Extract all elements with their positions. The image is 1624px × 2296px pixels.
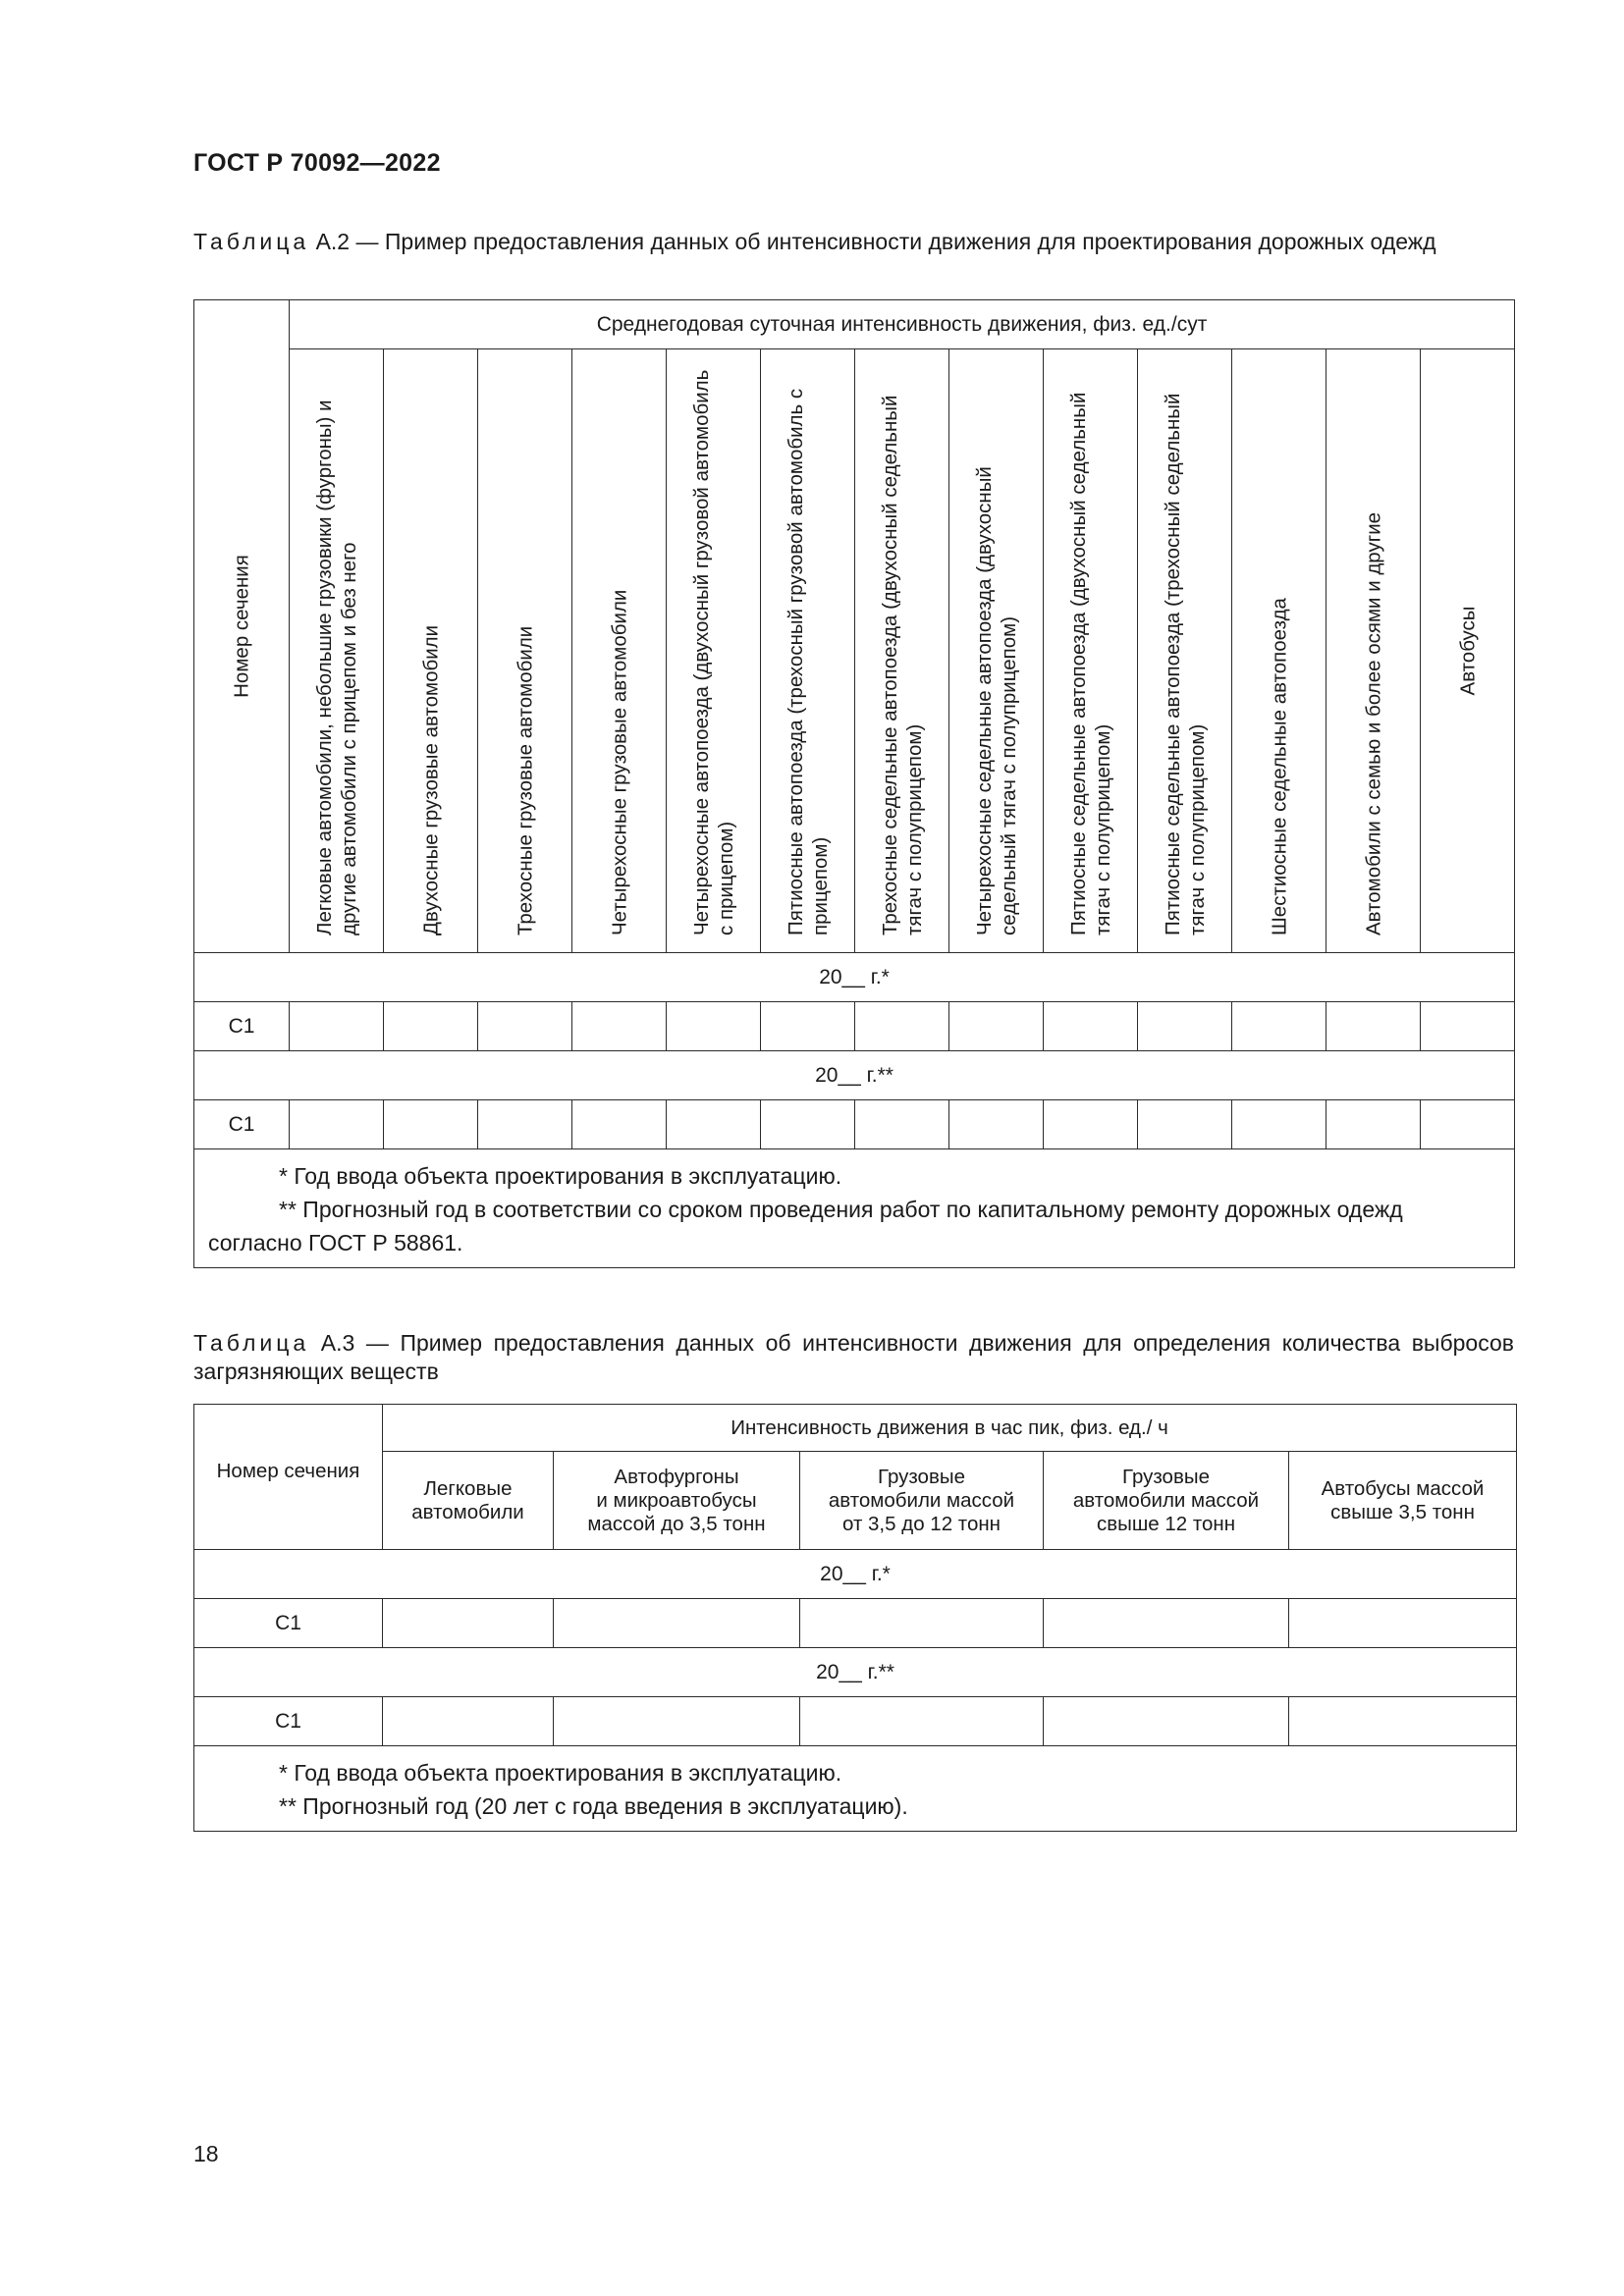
column-header (478, 349, 572, 953)
table-a3-notes (194, 1746, 1517, 1832)
year-row: 20__ г.* (194, 1550, 1517, 1599)
column-header (800, 1452, 1044, 1550)
table-a3-caption-text: А.3 — Пример предоставления данных об интенсивности движения для определения количества выбросов загрязняющих веществ (193, 1330, 1514, 1384)
data-cell (800, 1697, 1044, 1746)
data-cell (554, 1697, 800, 1746)
column-header (761, 349, 855, 953)
data-cell (800, 1599, 1044, 1648)
column-header-label: Четырехосные грузовые автомобили (608, 589, 630, 935)
data-cell (1044, 1100, 1138, 1149)
group-header: Интенсивность движения в час пик, физ. ед./ ч (383, 1405, 1517, 1452)
year-row: 20__ г.* (194, 953, 1515, 1002)
table-a2-caption-label: Таблица (193, 229, 310, 254)
table-row (194, 1599, 1517, 1648)
data-cell (1289, 1599, 1517, 1648)
table-note: ** Прогнозный год (20 лет с года введения в эксплуатацию). (279, 1793, 908, 1819)
column-header-label: Шестиосные седельные автопоезда (1268, 598, 1290, 935)
column-header (290, 349, 384, 953)
column-header-line: автомобили (411, 1500, 524, 1523)
column-header (554, 1452, 800, 1550)
data-cell (572, 1100, 667, 1149)
data-cell (383, 1599, 554, 1648)
section-cell: С1 (194, 1002, 290, 1051)
data-cell (478, 1100, 572, 1149)
document-code: ГОСТ Р 70092—2022 (193, 149, 441, 177)
column-header (1138, 349, 1232, 953)
table-note: * Год ввода объекта проектирования в эксплуатацию. (279, 1163, 842, 1189)
column-header-line: Легковые (423, 1476, 513, 1500)
table-a2-caption (193, 228, 1514, 256)
table-a2-notes (194, 1149, 1515, 1268)
data-cell (1326, 1002, 1421, 1051)
column-header-label: Трехосные седельные автопоезда (двухосный седельный тягач с полуприцепом) (878, 395, 926, 935)
data-cell (949, 1002, 1044, 1051)
data-cell (384, 1002, 478, 1051)
data-cell (667, 1002, 761, 1051)
data-cell (761, 1100, 855, 1149)
data-cell (1232, 1100, 1326, 1149)
table-a3-caption (193, 1329, 1514, 1386)
page-number: 18 (193, 2141, 219, 2166)
column-header-label: Пятиосные автопоезда (трехосный грузовой автомобиль с прицепом) (784, 388, 832, 935)
column-header-label: Пятиосные седельные автопоезда (двухосный седельный тягач с полуприцепом) (1066, 392, 1114, 935)
column-header (949, 349, 1044, 953)
column-header-label: Автобусы (1456, 606, 1480, 696)
table-a2-caption-text: А.2 — Пример предоставления данных об интенсивности движения для проектирования дорожных одежд (309, 229, 1436, 254)
section-cell: С1 (194, 1599, 383, 1648)
table-a3 (193, 1404, 1517, 1832)
data-cell (949, 1100, 1044, 1149)
data-cell (383, 1697, 554, 1746)
column-header (1326, 349, 1421, 953)
data-cell (1044, 1002, 1138, 1051)
column-header (572, 349, 667, 953)
data-cell (572, 1002, 667, 1051)
column-header-label: Четырехосные седельные автопоезда (двухосный седельный тягач с полуприцепом) (972, 466, 1020, 935)
data-cell (1138, 1002, 1232, 1051)
column-header-line: массой до 3,5 тонн (587, 1512, 766, 1535)
column-header (1044, 349, 1138, 953)
year-row: 20__ г.** (194, 1051, 1515, 1100)
column-header-line: Грузовые (1122, 1465, 1210, 1488)
data-cell (290, 1002, 384, 1051)
data-cell (1289, 1697, 1517, 1746)
data-cell (384, 1100, 478, 1149)
group-header: Среднегодовая суточная интенсивность движения, физ. ед./сут (290, 300, 1515, 349)
data-cell (667, 1100, 761, 1149)
column-header (1232, 349, 1326, 953)
table-a3-caption-label: Таблица (193, 1330, 310, 1356)
table-row (194, 1002, 1515, 1051)
column-header-label: Пятиосные седельные автопоезда (трехосный седельный тягач с полуприцепом) (1161, 393, 1209, 935)
column-header-label: Двухосные грузовые автомобили (419, 624, 442, 935)
column-header-label: Трехосные грузовые автомобили (514, 625, 536, 935)
column-header-line: свыше 3,5 тонн (1330, 1500, 1475, 1523)
column-header-line: и микроавтобусы (596, 1488, 757, 1512)
data-cell (1326, 1100, 1421, 1149)
column-header-line: Автофургоны (614, 1465, 739, 1488)
column-header-line: от 3,5 до 12 тонн (842, 1512, 1001, 1535)
data-cell (478, 1002, 572, 1051)
table-note: ** Прогнозный год в соответствии со сроком проведения работ по капитальному ремонту дорожных одежд согласно ГОСТ Р 58861. (208, 1197, 1403, 1255)
column-header-line: автомобили массой (1072, 1488, 1260, 1512)
column-header-line: Грузовые (878, 1465, 965, 1488)
data-cell (290, 1100, 384, 1149)
data-cell (1232, 1002, 1326, 1051)
data-cell (1044, 1697, 1289, 1746)
column-header (384, 349, 478, 953)
column-header (1044, 1452, 1289, 1550)
data-cell (1138, 1100, 1232, 1149)
column-header (383, 1452, 554, 1550)
data-cell (855, 1002, 949, 1051)
data-cell (1044, 1599, 1289, 1648)
table-note: * Год ввода объекта проектирования в эксплуатацию. (279, 1760, 842, 1786)
table-a2 (193, 299, 1515, 1268)
data-cell (855, 1100, 949, 1149)
year-row: 20__ г.** (194, 1648, 1517, 1697)
column-header-label: Четырехосные автопоезда (двухосный грузовой автомобиль с прицепом) (689, 369, 737, 935)
column-header (1421, 349, 1515, 953)
section-cell: С1 (194, 1697, 383, 1746)
section-cell: С1 (194, 1100, 290, 1149)
data-cell (1421, 1002, 1515, 1051)
row-header-label: Номер сечения (230, 555, 253, 698)
data-cell (554, 1599, 800, 1648)
row-header-cell (194, 300, 290, 953)
column-header-label: Автомобили с семью и более осями и другие (1362, 511, 1384, 935)
table-row (194, 1100, 1515, 1149)
data-cell (761, 1002, 855, 1051)
column-header (1289, 1452, 1517, 1550)
column-header-line: автомобили массой (828, 1488, 1015, 1512)
table-row (194, 1697, 1517, 1746)
column-header (855, 349, 949, 953)
data-cell (1421, 1100, 1515, 1149)
column-header-line: Автобусы массой (1321, 1476, 1485, 1500)
column-header-line: свыше 12 тонн (1096, 1512, 1236, 1535)
column-header-label: Легковые автомобили, небольшие грузовики (фургоны) и другие автомобили с прицепом и без него (312, 400, 360, 935)
column-header (667, 349, 761, 953)
row-header: Номер сечения (194, 1405, 383, 1550)
